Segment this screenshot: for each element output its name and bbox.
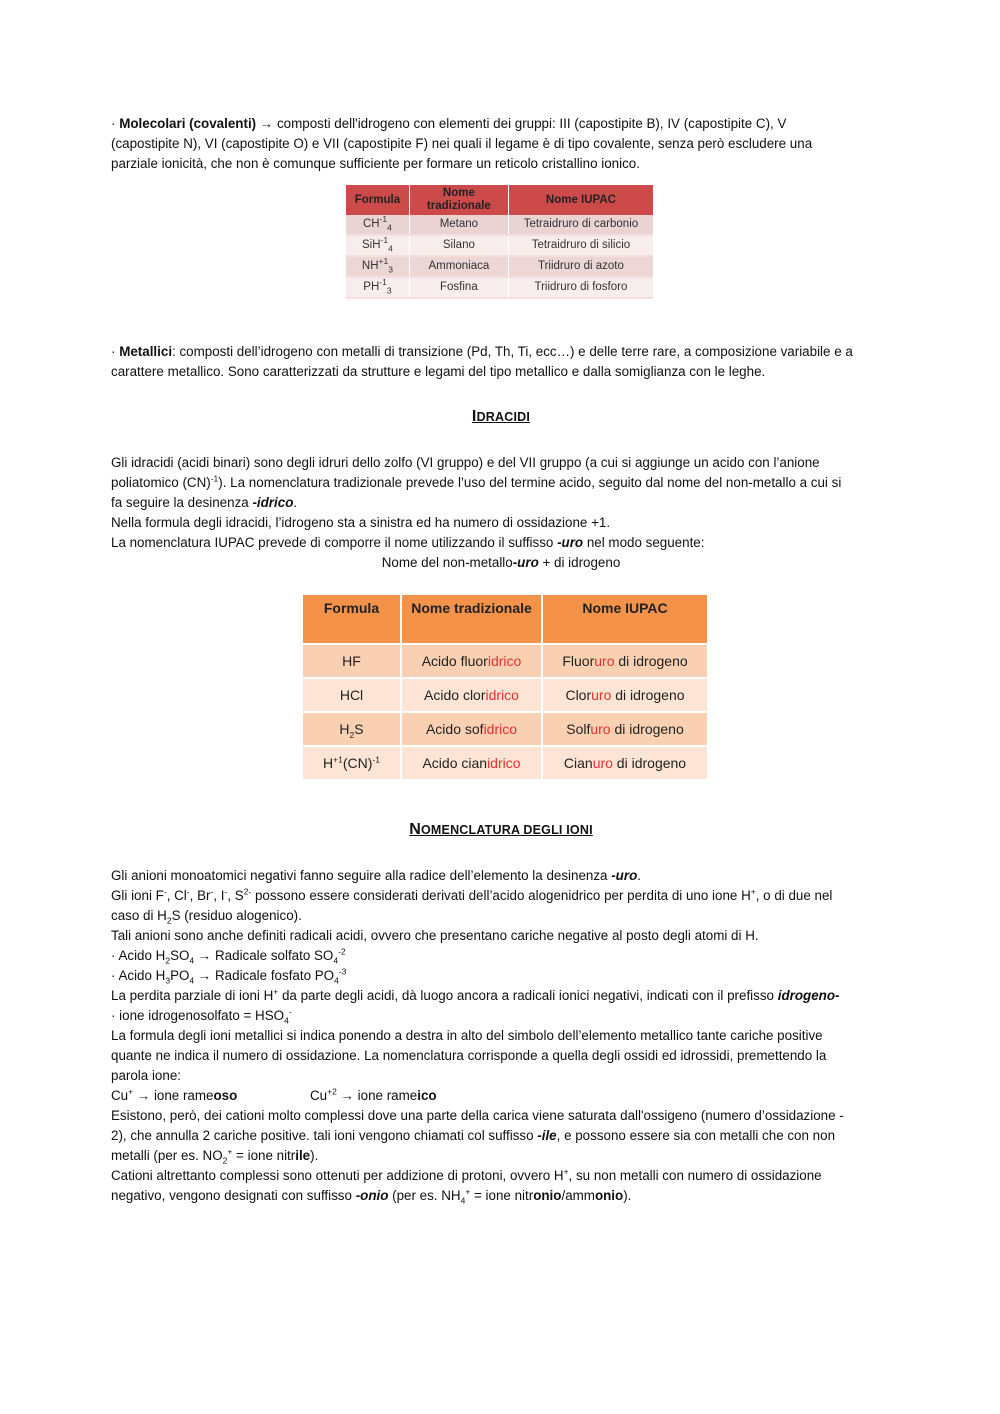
table-header: Formula bbox=[303, 595, 401, 644]
table-row: $H^{+1}(CN)^{-1}$ Acido cianidrico Cianuro di idrogeno bbox=[303, 746, 707, 779]
hydracids-table bbox=[303, 595, 707, 779]
molecolari-label: Molecolari (covalenti) bbox=[119, 116, 257, 131]
molecolari-paragraph bbox=[111, 114, 891, 174]
metallici-label: Metallici bbox=[119, 344, 173, 359]
table-row: $CH^{-1}_4$ Metano Tetraidruro di carbonio bbox=[346, 215, 653, 235]
arrow-icon: → bbox=[136, 1088, 151, 1103]
table-header: Nome IUPAC bbox=[508, 185, 653, 215]
text: Gli idracidi (acidi binari) sono degli idruri dello zolfo (VI gruppo) e del VII gruppo (a cui si aggiunge un acido con l’anione bbox=[111, 455, 820, 470]
section-heading-idracidi: IDRACIDI bbox=[471, 408, 531, 425]
ioni-paragraph: Gli anioni monoatomici negativi fanno seguire alla radice dell’elemento la desinenza -uro. Gli ioni F-, Cl-, Br-, I-, $S^{2-}$ possono essere considerati derivati dell’acido alogenidrico per perdita di uno ione H+, o di due nel caso di $H_2S$ (residuo alogenico). Tali anioni sono anche definiti radicali acidi, ovvero che presentano cariche negative al posto degli atomi di H. · Acido $H_2SO_4$ → Radicale solfato $SO_4^{-2}$ · Acido $H_3PO_4$ → Radicale fosfato $PO_4^{-3}$ La perdita parziale di ioni H+ da parte degli acidi, dà luogo ancora a radicali ionici negativi, indicati con il prefisso idrogeno- · ione idrogenosolfato = $HSO_4^-$ La formula degli ioni metallici si indica ponendo a destra in alto del simbolo dell’elemento metallico tante cariche positive quante ne indica il numero di ossidazione. La nomenclatura corrisponde a quella degli ossidi ed idrossidi, premettendo la parola ione: Cu+ → ione rameoso $Cu^{+2}$ → ione rameico Esistono, però, dei cationi molto complessi dove una parte della carica viene saturata dall'ossigeno (numero d’ossidazione - 2), che annulla 2 cariche positive. tali ioni vengono chiamati col suffisso -ile, e possono essere sia con metalli che con non metalli (per es. $NO_2^+$ = ione nitrile). Cationi altrettanto complessi sono ottenuti per addizione di protoni, ovvero H+, su non metalli con numero di ossidazione negativo, vengono designati con suffisso -onio (per es. $NH_4^+$ = ione nitronio/ammonio). bbox=[111, 868, 844, 1206]
table-row: SiH$^{-1}_4$ Silano Tetraidruro di silicio bbox=[346, 235, 653, 256]
arrow-icon: → bbox=[340, 1088, 354, 1103]
text: composti dell'idrogeno con elementi dei gruppi: III (capostipite B), IV (capostipite C), V bbox=[276, 116, 787, 131]
idracidi-paragraph: Gli idracidi (acidi binari) sono degli idruri dello zolfo (VI gruppo) e del VII gruppo (a cui si aggiunge un acido con l’anione poliatomico (CN)$^{-1}$). La nomenclatura tradizionale prevede l’uso del termine acido, seguito dal nome del non-metallo a cui si fa seguire la desinenza -idrico. Nella formula degli idracidi, l’idrogeno sta a sinistra ed ha numero di ossidazione +1. La nomenclatura IUPAC prevede di comporre il nome utilizzando il suffisso -uro nel modo seguente: Nome del non-metallo-uro + di idrogeno bbox=[111, 453, 891, 573]
arrow-icon: → bbox=[259, 116, 274, 131]
formula-rule: Nome del non-metallo-uro + di idrogeno bbox=[381, 555, 621, 570]
text: Nella formula degli idracidi, l’idrogeno sta a sinistra ed ha numero di ossidazione +1. bbox=[111, 515, 611, 530]
text: parziale ionicità, che non è comunque sufficiente per formare un reticolo cristallino ionico. bbox=[111, 156, 640, 171]
metallici-paragraph bbox=[111, 342, 891, 382]
arrow-icon: → bbox=[197, 968, 212, 983]
table-header: Formula bbox=[346, 185, 409, 215]
text: : composti dell’idrogeno con metalli di transizione (Pd, Th, Ti, ecc…) e delle terre rare, a composizione variabile e a bbox=[172, 344, 853, 359]
table-header: Nome tradizionale bbox=[401, 595, 542, 644]
bullet: · bbox=[111, 116, 116, 131]
arrow-icon: → bbox=[197, 948, 212, 963]
section-heading-ioni: NOMENCLATURA DEGLI IONI bbox=[409, 821, 593, 838]
table-header: Nome tradizionale bbox=[409, 185, 508, 215]
text: (capostipite N), VI (capostipite O) e VII (capostipite F) nei quali il legame è di tipo covalente, senza però escludere una bbox=[111, 136, 813, 151]
hydrides-table bbox=[346, 185, 653, 299]
table-row: HCl Acido cloridrico Cloruro di idrogeno bbox=[303, 678, 707, 712]
text: carattere metallico. Sono caratterizzati da strutture e legami del tipo metallico e dalla somiglianza con le leghe. bbox=[111, 364, 766, 379]
bullet: · bbox=[111, 344, 116, 359]
table-row: HF Acido fluoridrico Fluoruro di idrogeno bbox=[303, 644, 707, 678]
table-header: Nome IUPAC bbox=[542, 595, 707, 644]
table-row: $H_2S$ Acido sofidrico Solfuro di idrogeno bbox=[303, 712, 707, 746]
table-row: $NH^{+1}_3$ Ammoniaca Triidruro di azoto bbox=[346, 256, 653, 277]
table-row: $PH^{-1}_3$ Fosfina Triidruro di fosforo bbox=[346, 277, 653, 298]
